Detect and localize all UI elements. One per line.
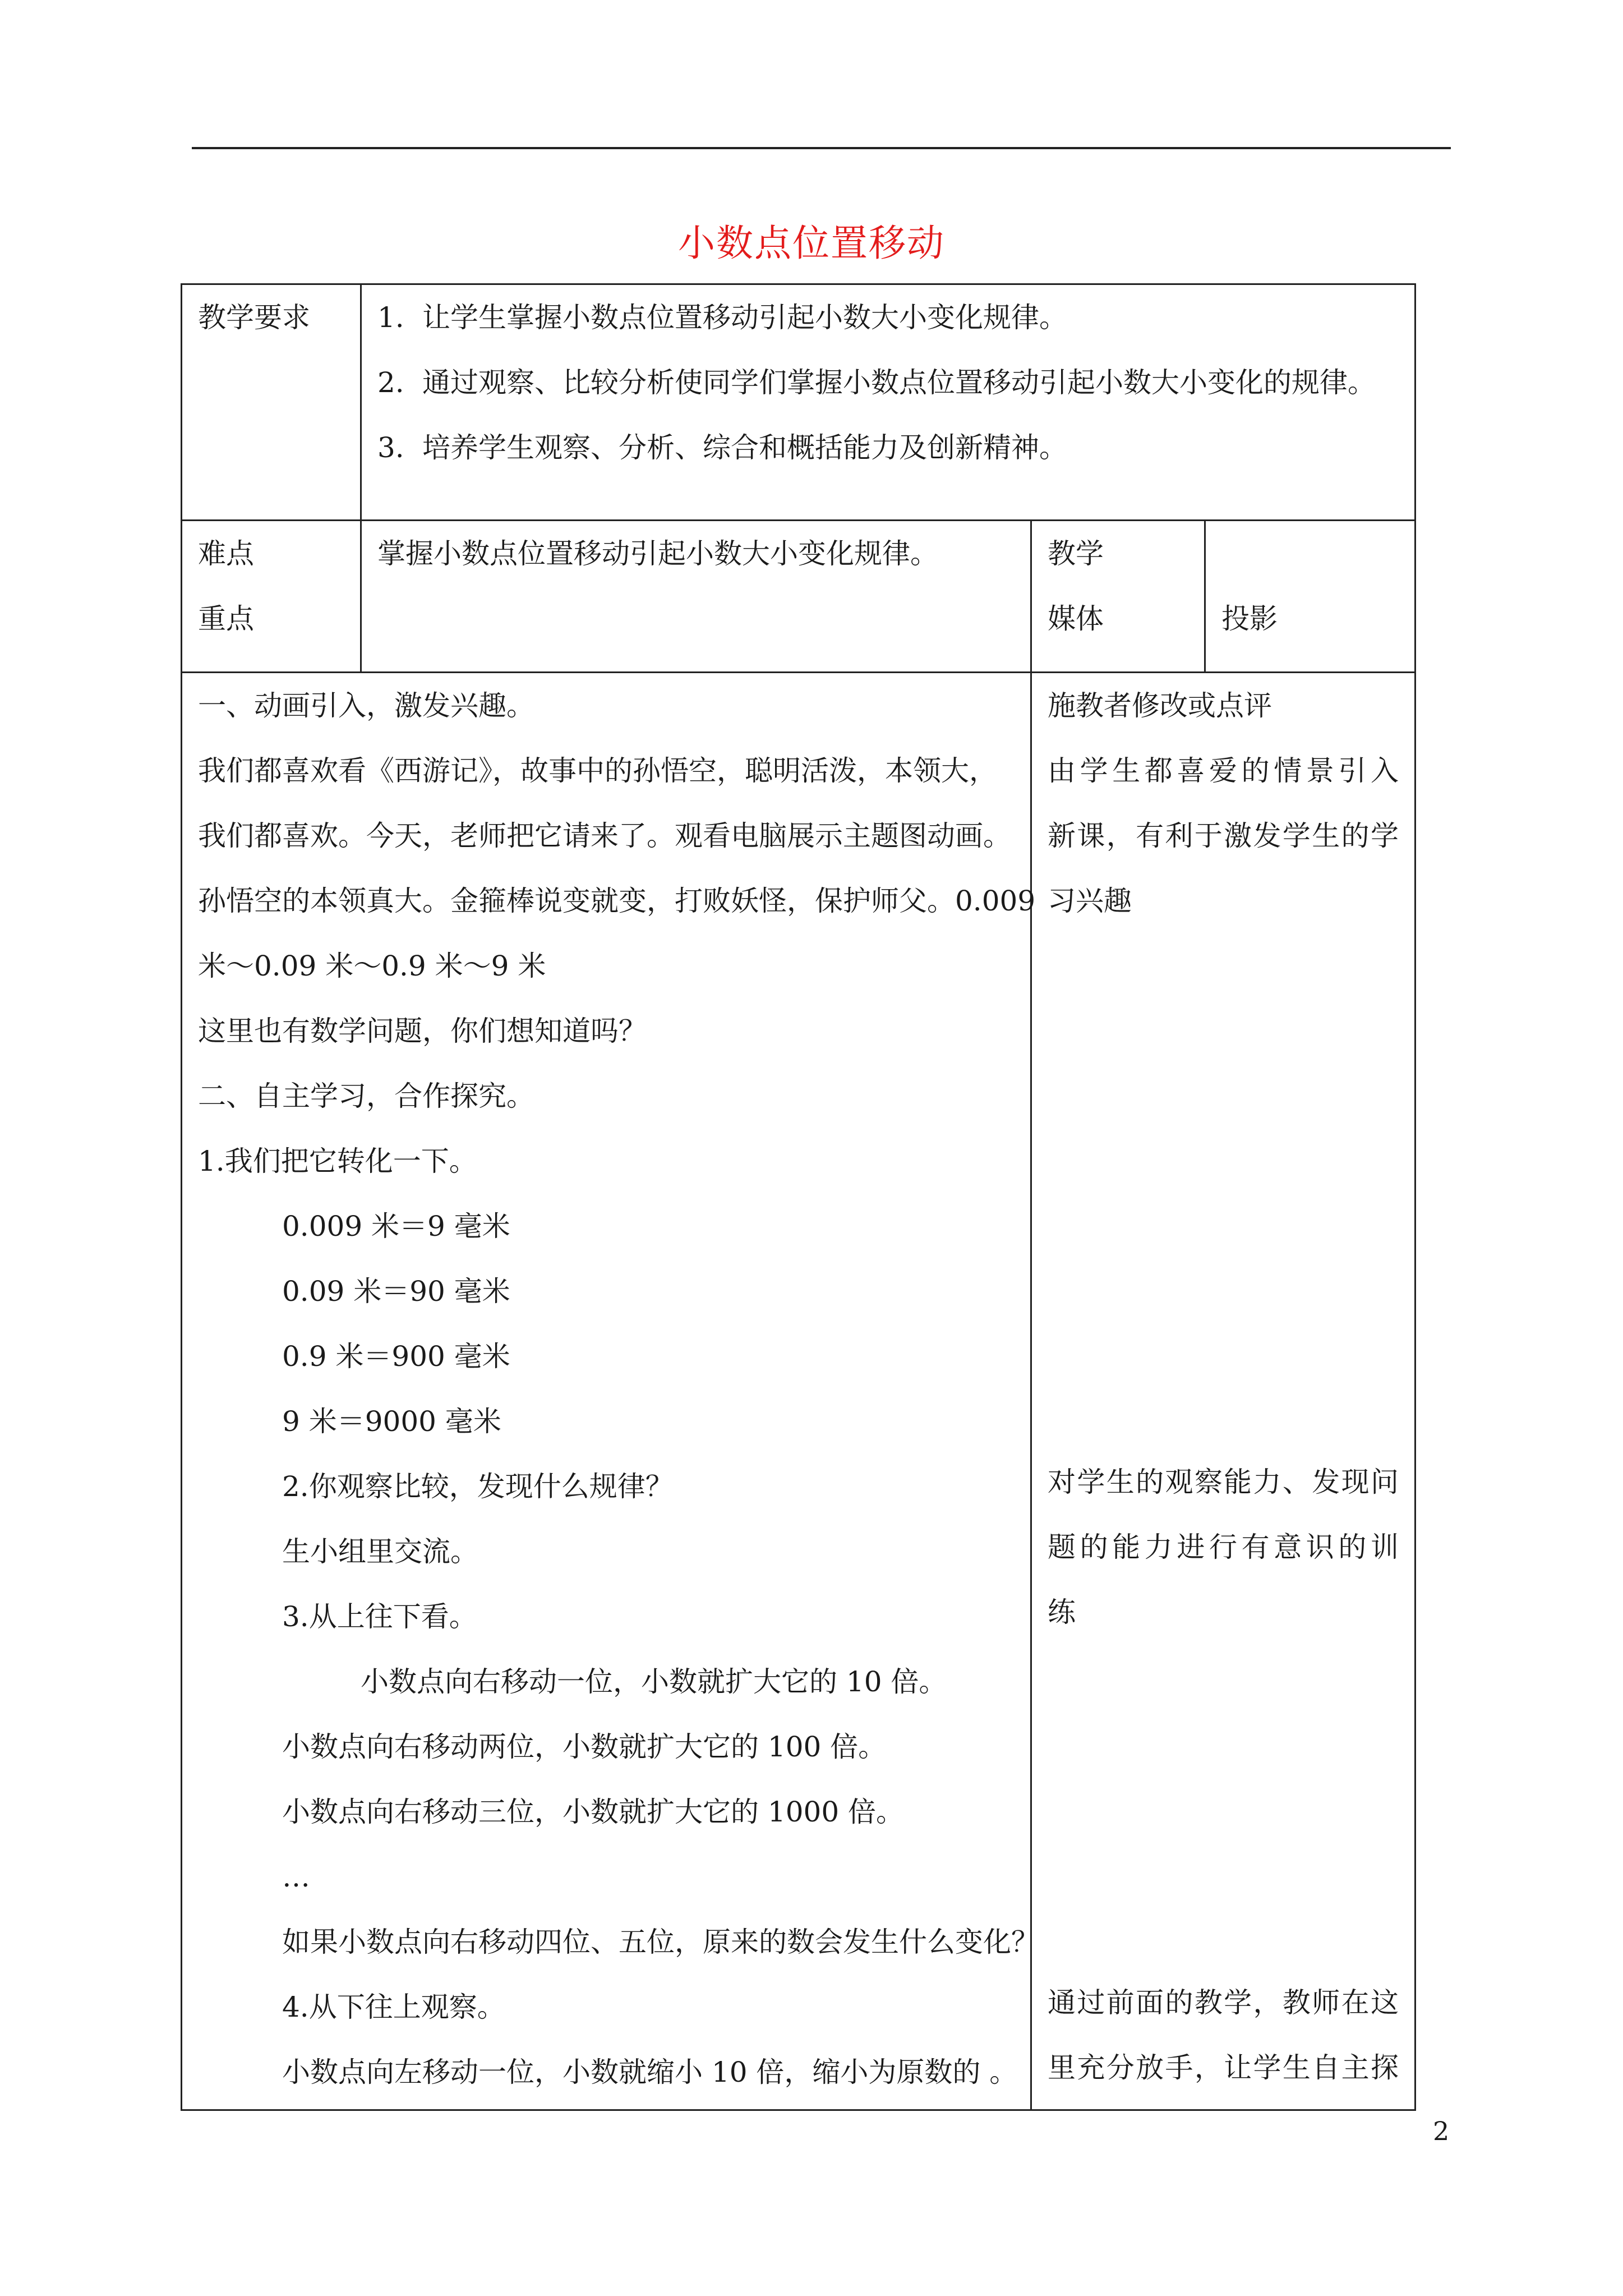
media-label-cell [1031, 521, 1205, 673]
paragraph-line: 米～0.09 米～0.9 米～9 米 [198, 950, 546, 982]
comment-line: 习兴趣 [1048, 885, 1132, 917]
step-line: 2.你观察比较，发现什么规律？ [282, 1470, 674, 1503]
requirements-label: 教学要求 [198, 301, 310, 334]
rule-line: 小数点向右移动两位，小数就扩大它的 100 倍。 [282, 1731, 887, 1763]
comment-line: 由学生都喜爱的情景引入 [1048, 754, 1399, 787]
comment-line: 通过前面的教学，教师在这 [1048, 1986, 1399, 2019]
rule-line: 小数点向右移动一位，小数就扩大它的 10 倍。 [361, 1665, 947, 1698]
process-content-cell [182, 673, 1039, 2110]
requirements-row [182, 284, 1415, 521]
comment-line: 练 [1048, 1596, 1076, 1628]
requirements-label-cell [182, 284, 361, 521]
lesson-plan-table [181, 283, 1416, 2111]
section-heading: 二、自主学习，合作探究。 [198, 1080, 534, 1112]
requirement-item [377, 285, 1399, 350]
conversion-line: 9 米＝9000 毫米 [282, 1405, 501, 1438]
requirement-number: 2. [377, 366, 404, 399]
comments-header: 施教者修改或点评 [1048, 689, 1272, 722]
requirements-content-cell [361, 284, 1415, 521]
requirement-text: 让学生掌握小数点位置移动引起小数大小变化规律。 [422, 301, 1067, 334]
step-line: 3.从上往下看。 [282, 1600, 477, 1633]
requirement-number: 1. [377, 301, 404, 334]
requirement-text: 培养学生观察、分析、综合和概括能力及创新精神。 [422, 431, 1067, 464]
paragraph-line: 我们都喜欢看《西游记》，故事中的孙悟空，聪明活泼，本领大， [198, 754, 997, 787]
section-heading: 一、动画引入，激发兴趣。 [198, 689, 534, 722]
comments-cell [1031, 673, 1415, 2110]
header-rule [192, 147, 1451, 149]
paragraph-line: 我们都喜欢。今天，老师把它请来了。观看电脑展示主题图动画。 [198, 820, 1011, 852]
paragraph-line: 孙悟空的本领真大。金箍棒说变就变，打败妖怪，保护师父。0.009 [198, 885, 1036, 917]
key-points-label-cell [182, 521, 361, 673]
difficulty-label: 难点 [198, 537, 254, 570]
paragraph-line: 生小组里交流。 [282, 1535, 478, 1568]
comment-line: 新课，有利于激发学生的学 [1048, 820, 1399, 852]
key-points-content-cell [361, 521, 1031, 673]
requirement-item [377, 350, 1399, 415]
requirement-item [377, 415, 1399, 480]
media-value-cell [1205, 521, 1415, 673]
conversion-line: 0.09 米＝90 毫米 [282, 1275, 510, 1308]
ellipsis-line: … [282, 1861, 310, 1893]
step-line: 1.我们把它转化一下。 [198, 1145, 477, 1177]
requirement-number: 3. [377, 431, 404, 464]
paragraph-line: 这里也有数学问题，你们想知道吗？ [198, 1015, 647, 1047]
rule-line: 小数点向左移动一位，小数就缩小 10 倍，缩小为原数的 。 [282, 2056, 1018, 2088]
focus-label: 重点 [198, 602, 254, 635]
media-value: 投影 [1221, 602, 1278, 635]
rule-line: 小数点向右移动三位，小数就扩大它的 1000 倍。 [282, 1796, 905, 1828]
page-number: 2 [1433, 2116, 1450, 2146]
requirement-text: 通过观察、比较分析使同学们掌握小数点位置移动引起小数大小变化的规律。 [422, 366, 1376, 399]
conversion-line: 0.9 米＝900 毫米 [282, 1340, 510, 1373]
process-row [182, 673, 1415, 2110]
media-label-line2: 媒体 [1048, 602, 1104, 635]
comment-line: 里充分放手，让学生自主探 [1048, 2051, 1399, 2084]
conversion-line: 0.009 米＝9 毫米 [282, 1210, 510, 1243]
comment-line: 题的能力进行有意识的训 [1048, 1531, 1399, 1563]
comment-line: 对学生的观察能力、发现问 [1048, 1466, 1399, 1498]
key-points-row [182, 521, 1415, 673]
question-line: 如果小数点向右移动四位、五位，原来的数会发生什么变化？ [282, 1926, 1039, 1958]
key-points-text: 掌握小数点位置移动引起小数大小变化规律。 [377, 537, 938, 570]
step-line: 4.从下往上观察。 [282, 1991, 505, 2023]
media-label-line1: 教学 [1048, 537, 1104, 570]
page-title: 小数点位置移动 [678, 222, 945, 265]
